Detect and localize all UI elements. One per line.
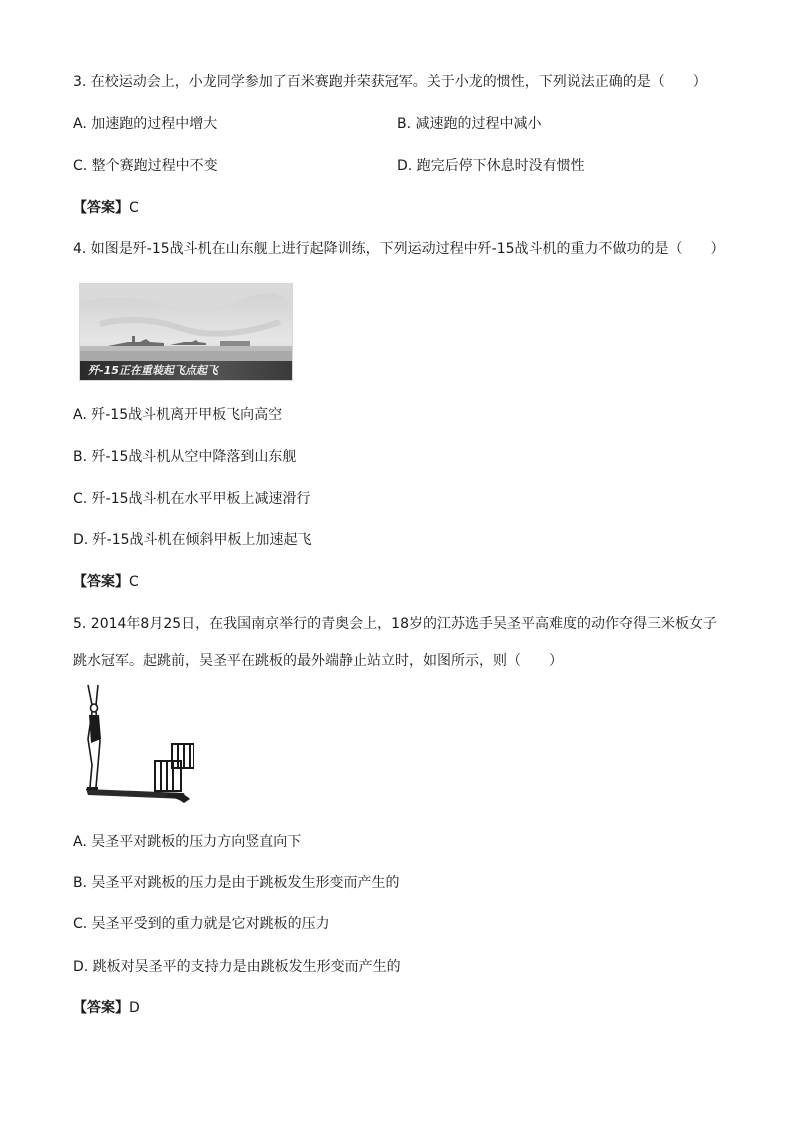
answer-tag: 【答案】 — [73, 574, 129, 590]
q3-option-c: C. 整个赛跑过程中不变 — [73, 158, 218, 174]
diver-illustration — [72, 681, 194, 807]
q4-option-a: A. 歼-15战斗机离开甲板飞向高空 — [73, 407, 283, 423]
answer-value: C — [129, 574, 139, 590]
q3-option-d: D. 跑完后停下休息时没有惯性 — [397, 158, 585, 174]
q4-option-b: B. 歼-15战斗机从空中降落到山东舰 — [73, 449, 297, 465]
q4-option-d: D. 歼-15战斗机在倾斜甲板上加速起飞 — [73, 532, 312, 548]
q5-option-c: C. 吴圣平受到的重力就是它对跳板的压力 — [73, 916, 330, 932]
answer-tag: 【答案】 — [73, 1000, 129, 1016]
q3-option-b: B. 减速跑的过程中减小 — [397, 116, 542, 132]
answer-tag: 【答案】 — [73, 200, 129, 216]
q3-option-a: A. 加速跑的过程中增大 — [73, 116, 218, 132]
q5-stem-line1: 5. 2014年8月25日，在我国南京举行的青奥会上，18岁的江苏选手吴圣平高难度的动作夺得三米板女子 — [73, 616, 717, 632]
q3-answer — [73, 198, 139, 218]
diver-on-springboard-figure — [72, 681, 194, 807]
q4-option-c: C. 歼-15战斗机在水平甲板上减速滑行 — [73, 491, 311, 507]
q5-option-b: B. 吴圣平对跳板的压力是由于跳板发生形变而产生的 — [73, 875, 400, 891]
answer-value: C — [129, 200, 139, 216]
q5-option-a: A. 吴圣平对跳板的压力方向竖直向下 — [73, 834, 302, 850]
photo-caption: 歼-15正在重装起飞点起飞 — [80, 361, 292, 380]
q5-answer — [73, 998, 140, 1018]
answer-value: D — [129, 1000, 140, 1016]
q5-option-d: D. 跳板对吴圣平的支持力是由跳板发生形变而产生的 — [73, 959, 401, 975]
q5-stem-line2: 跳水冠军。起跳前，吴圣平在跳板的最外端静止站立时，如图所示，则（ ） — [73, 653, 563, 669]
q4-stem: 4. 如图是歼-15战斗机在山东舰上进行起降训练，下列运动过程中歼-15战斗机的重力不做功的是（ ） — [73, 241, 725, 257]
q4-answer — [73, 572, 139, 592]
fighter-jet-photo — [79, 283, 293, 381]
q3-stem: 3. 在校运动会上，小龙同学参加了百米赛跑并荣获冠军。关于小龙的惯性，下列说法正确的是（ ） — [73, 74, 707, 90]
